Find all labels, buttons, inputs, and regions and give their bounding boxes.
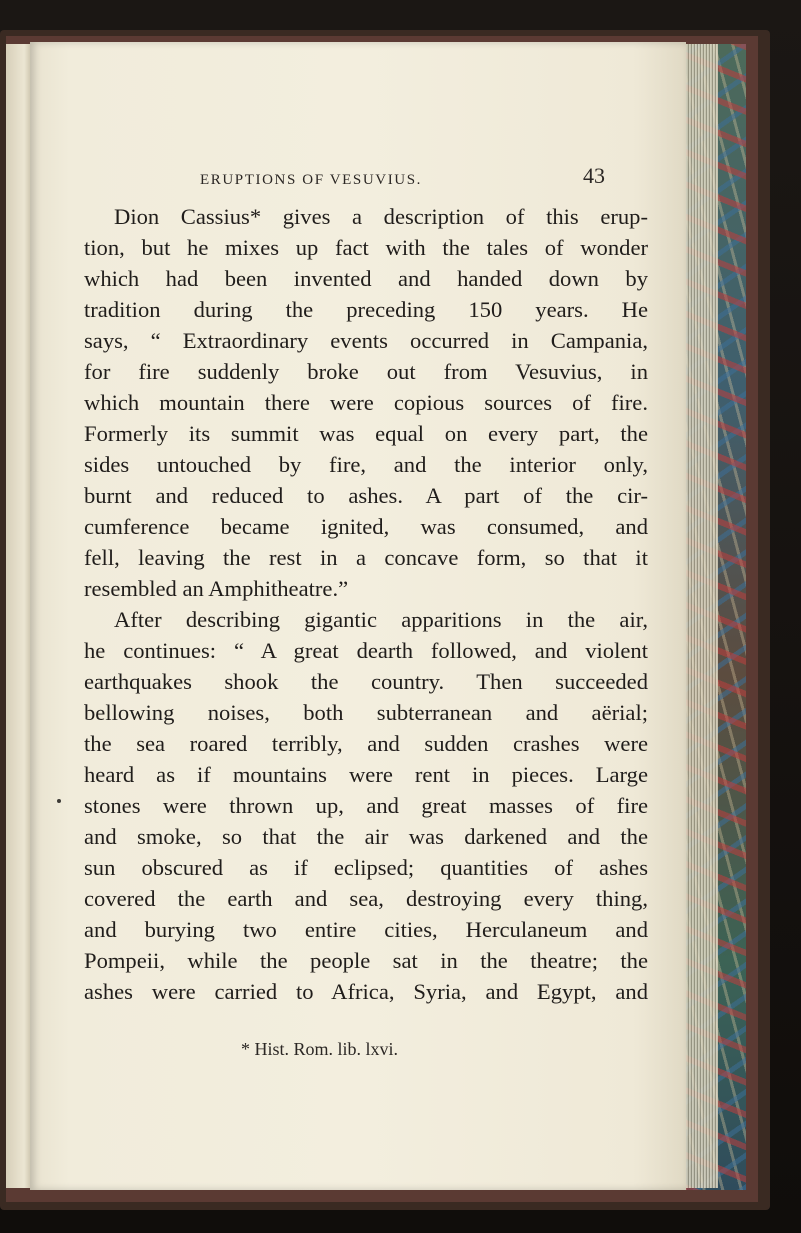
text-line: heard as if mountains were rent in pieces. Large	[84, 762, 648, 787]
text-line: Pompeii, while the people sat in the theatre; the	[84, 948, 648, 973]
text-line: sun obscured as if eclipsed; quantities of ashes	[84, 855, 648, 880]
text-line: which mountain there were copious sources of fire.	[84, 390, 648, 415]
text-line: After describing gigantic apparitions in the air,	[114, 607, 648, 632]
text-line: tradition during the preceding 150 years. He	[84, 297, 648, 322]
text-line: he continues: “ A great dearth followed, and violent	[84, 638, 648, 663]
text-line: and burying two entire cities, Herculaneum and	[84, 917, 648, 942]
text-line: earthquakes shook the country. Then succeeded	[84, 669, 648, 694]
text-line: which had been invented and handed down by	[84, 266, 648, 291]
text-line: sides untouched by fire, and the interior only,	[84, 452, 648, 477]
text-line: the sea roared terribly, and sudden crashes were	[84, 731, 648, 756]
text-line: for fire suddenly broke out from Vesuvius, in	[84, 359, 648, 384]
footnote: * Hist. Rom. lib. lxvi.	[241, 1039, 399, 1059]
text-line: ashes were carried to Africa, Syria, and Egypt, and	[84, 979, 648, 1004]
facing-page-edge	[6, 44, 32, 1188]
text-line: stones were thrown up, and great masses of fire	[84, 793, 648, 818]
text-line: Dion Cassius* gives a description of this erup-	[114, 204, 648, 229]
text-line: resembled an Amphitheatre.”	[84, 576, 349, 601]
text-line: covered the earth and sea, destroying every thing,	[84, 886, 648, 911]
text-line: bellowing noises, both subterranean and aërial;	[84, 700, 648, 725]
text-line: and smoke, so that the air was darkened and the	[84, 824, 648, 849]
text-line: Formerly its summit was equal on every part, the	[84, 421, 648, 446]
text-line: says, “ Extraordinary events occurred in Campania,	[84, 328, 648, 353]
text-line: burnt and reduced to ashes. A part of the cir-	[84, 483, 648, 508]
page-number: 43	[583, 163, 605, 188]
text-line: tion, but he mixes up fact with the tales of wonder	[84, 235, 648, 260]
text-line: fell, leaving the rest in a concave form, so that it	[84, 545, 648, 570]
ink-speck	[57, 799, 61, 803]
running-header: ERUPTIONS OF VESUVIUS.	[200, 172, 423, 188]
text-line: cumference became ignited, was consumed, and	[84, 514, 648, 539]
